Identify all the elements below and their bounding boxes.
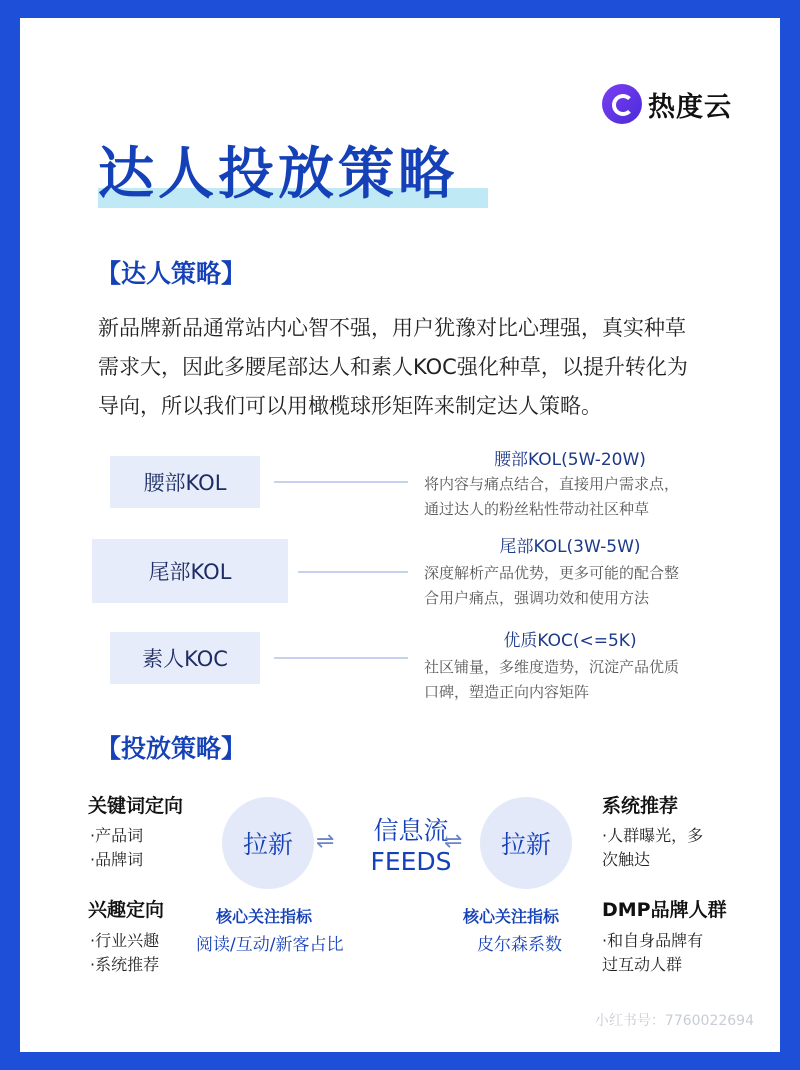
system-recommend-list [602,824,703,872]
list-item: ·行业兴趣 [90,931,160,950]
left-metric-title: 核心关注指标 [216,907,313,926]
bidirectional-arrow-icon: ⇌ [316,829,335,854]
tier-desc-koc [424,655,744,705]
intro-line: 需求大，因此多腰尾部达人和素人KOC强化种草，以提升转化为 [98,355,688,379]
keyword-targeting-title: 关键词定向 [88,795,184,817]
list-item: ·和自身品牌有 [602,931,704,950]
tier-connector-line [274,657,408,659]
intro-paragraph [98,309,778,426]
list-item: ·系统推荐 [90,955,160,974]
tier-desc-waist-kol [424,472,744,522]
tier-title-tail-kol: 尾部KOL(3W-5W) [499,537,641,557]
tier-desc-line: 通过达人的粉丝粘性带动社区种草 [424,500,650,518]
list-item: ·产品词 [90,826,144,845]
keyword-targeting-list [90,824,143,872]
interest-targeting-list [90,929,159,977]
intro-line: 新品牌新品通常站内心智不强，用户犹豫对比心理强，真实种草 [98,316,686,340]
tier-box-tail-kol: 尾部KOL [92,539,288,603]
list-item: ·品牌词 [90,850,144,869]
right-metric-title: 核心关注指标 [463,907,560,926]
acquisition-circle-right: 拉新 [480,797,572,889]
feeds-label-en: FEEDS [370,847,452,876]
list-item: ·人群曝光，多 [602,826,704,845]
tier-title-koc: 优质KOC(<=5K) [503,631,637,651]
left-metric-value: 阅读/互动/新客占比 [196,935,344,955]
page-title-wrap [98,140,458,210]
tier-desc-tail-kol [424,561,744,611]
tier-desc-line: 合用户痛点，强调功效和使用方法 [424,589,650,607]
brand-logo-icon [602,84,642,124]
tier-desc-line: 深度解析产品优势，更多可能的配合整 [424,564,680,582]
feeds-label-cn: 信息流 [373,816,449,845]
brand-logo [602,82,732,126]
bidirectional-arrow-icon: ⇌ [444,829,463,854]
right-metric-value: 皮尔森系数 [477,935,562,955]
tier-desc-line: 口碑，塑造正向内容矩阵 [424,683,590,701]
tier-box-koc: 素人KOC [110,632,260,684]
tier-connector-line [274,481,408,483]
watermark: 小红书号：7760022694 [594,1013,754,1029]
tier-desc-line: 将内容与痛点结合，直接用户需求点， [424,475,680,493]
section-heading-placement-strategy: 【投放策略】 [96,734,247,763]
tier-connector-line [298,571,408,573]
system-recommend-title: 系统推荐 [602,795,679,817]
dmp-audience-title: DMP品牌人群 [602,899,727,921]
tier-box-waist-kol: 腰部KOL [110,456,260,508]
section-heading-kol-strategy: 【达人策略】 [96,259,247,288]
page-title: 达人投放策略 [98,142,458,207]
tier-title-waist-kol: 腰部KOL(5W-20W) [494,450,646,470]
list-item: 次触达 [602,850,651,869]
list-item: 过互动人群 [602,955,683,974]
acquisition-circle-left: 拉新 [222,797,314,889]
dmp-audience-list [602,929,703,977]
interest-targeting-title: 兴趣定向 [88,899,165,921]
brand-name: 热度云 [648,91,732,123]
tier-desc-line: 社区铺量，多维度造势，沉淀产品优质 [424,658,680,676]
intro-line: 导向，所以我们可以用橄榄球形矩阵来制定达人策略。 [98,394,602,418]
poster-card [20,18,780,1052]
